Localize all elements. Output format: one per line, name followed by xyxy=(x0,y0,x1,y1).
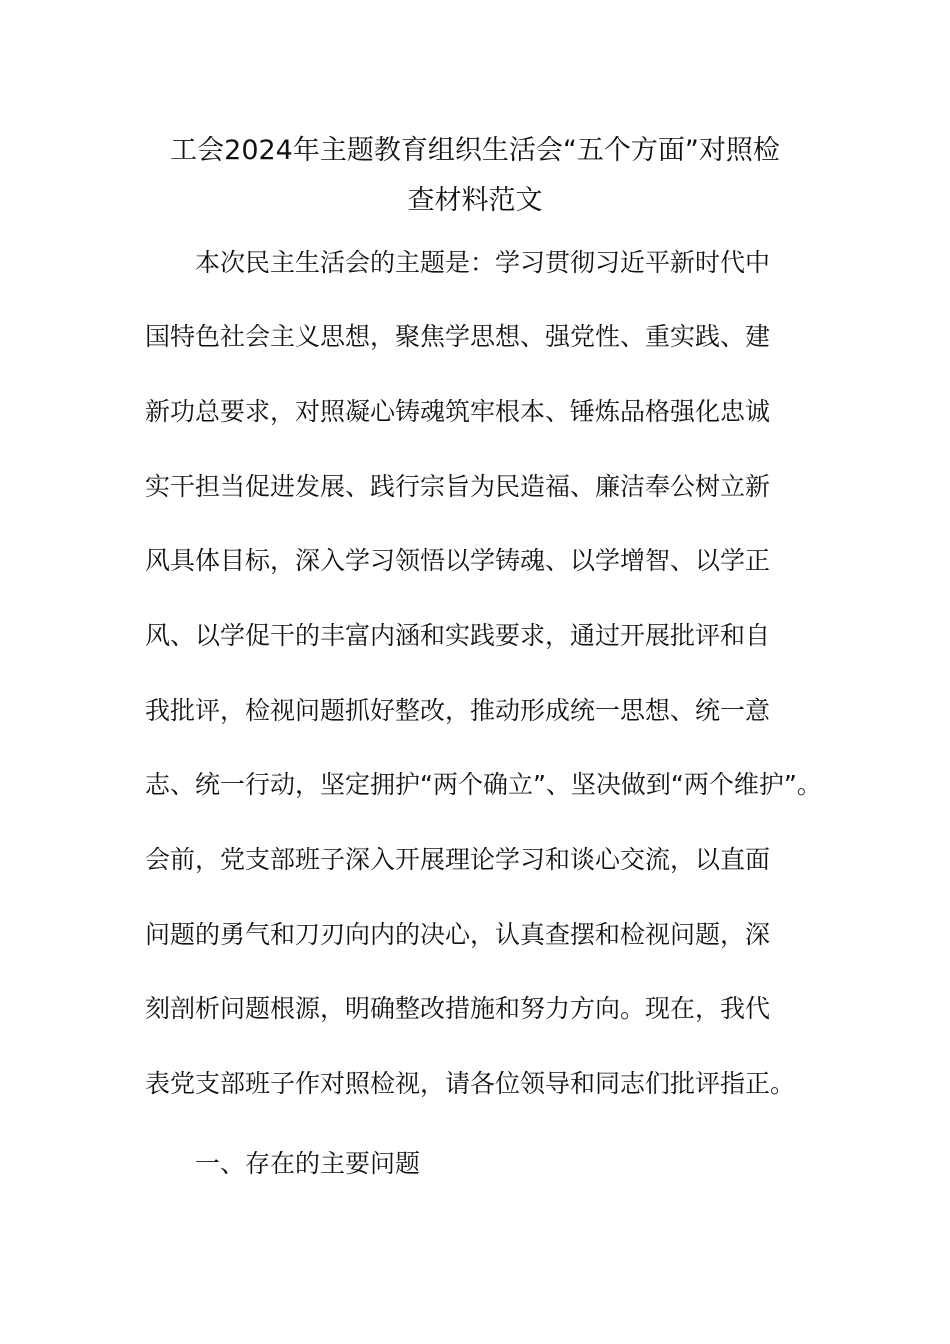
paragraph-line: 风具体目标，深入学习领悟以学铸魂、以学增智、以学正 xyxy=(145,546,771,575)
paragraph-line: 实干担当促进发展、践行宗旨为民造福、廉洁奉公树立新 xyxy=(145,472,771,501)
document-title-line-2: 查材料范文 xyxy=(407,185,543,216)
paragraph-line: 风、以学促干的丰富内涵和实践要求，通过开展批评和自 xyxy=(145,621,771,650)
paragraph-line: 国特色社会主义思想，聚焦学思想、强党性、重实践、建 xyxy=(145,322,771,351)
paragraph-line: 新功总要求，对照凝心铸魂筑牢根本、锤炼品格强化忠诚 xyxy=(145,397,771,426)
paragraph-line: 志、统一行动，坚定拥护“两个确立”、坚决做到“两个维护”。 xyxy=(145,770,822,799)
paragraph-line: 我批评，检视问题抓好整改，推动形成统一思想、统一意 xyxy=(145,696,771,725)
document-title-line-1: 工会2024年主题教育组织生活会“五个方面”对照检 xyxy=(170,135,780,166)
paragraph-line: 问题的勇气和刀刃向内的决心，认真查摆和检视问题，深 xyxy=(145,920,771,949)
paragraph-line: 表党支部班子作对照检视，请各位领导和同志们批评指正。 xyxy=(145,1069,796,1098)
paragraph-line: 刻剖析问题根源，明确整改措施和努力方向。现在，我代 xyxy=(145,994,771,1023)
paragraph-line: 会前，党支部班子深入开展理论学习和谈心交流，以直面 xyxy=(145,845,771,874)
section-heading: 一、存在的主要问题 xyxy=(195,1149,421,1178)
paragraph-line: 本次民主生活会的主题是：学习贯彻习近平新时代中 xyxy=(195,248,771,277)
